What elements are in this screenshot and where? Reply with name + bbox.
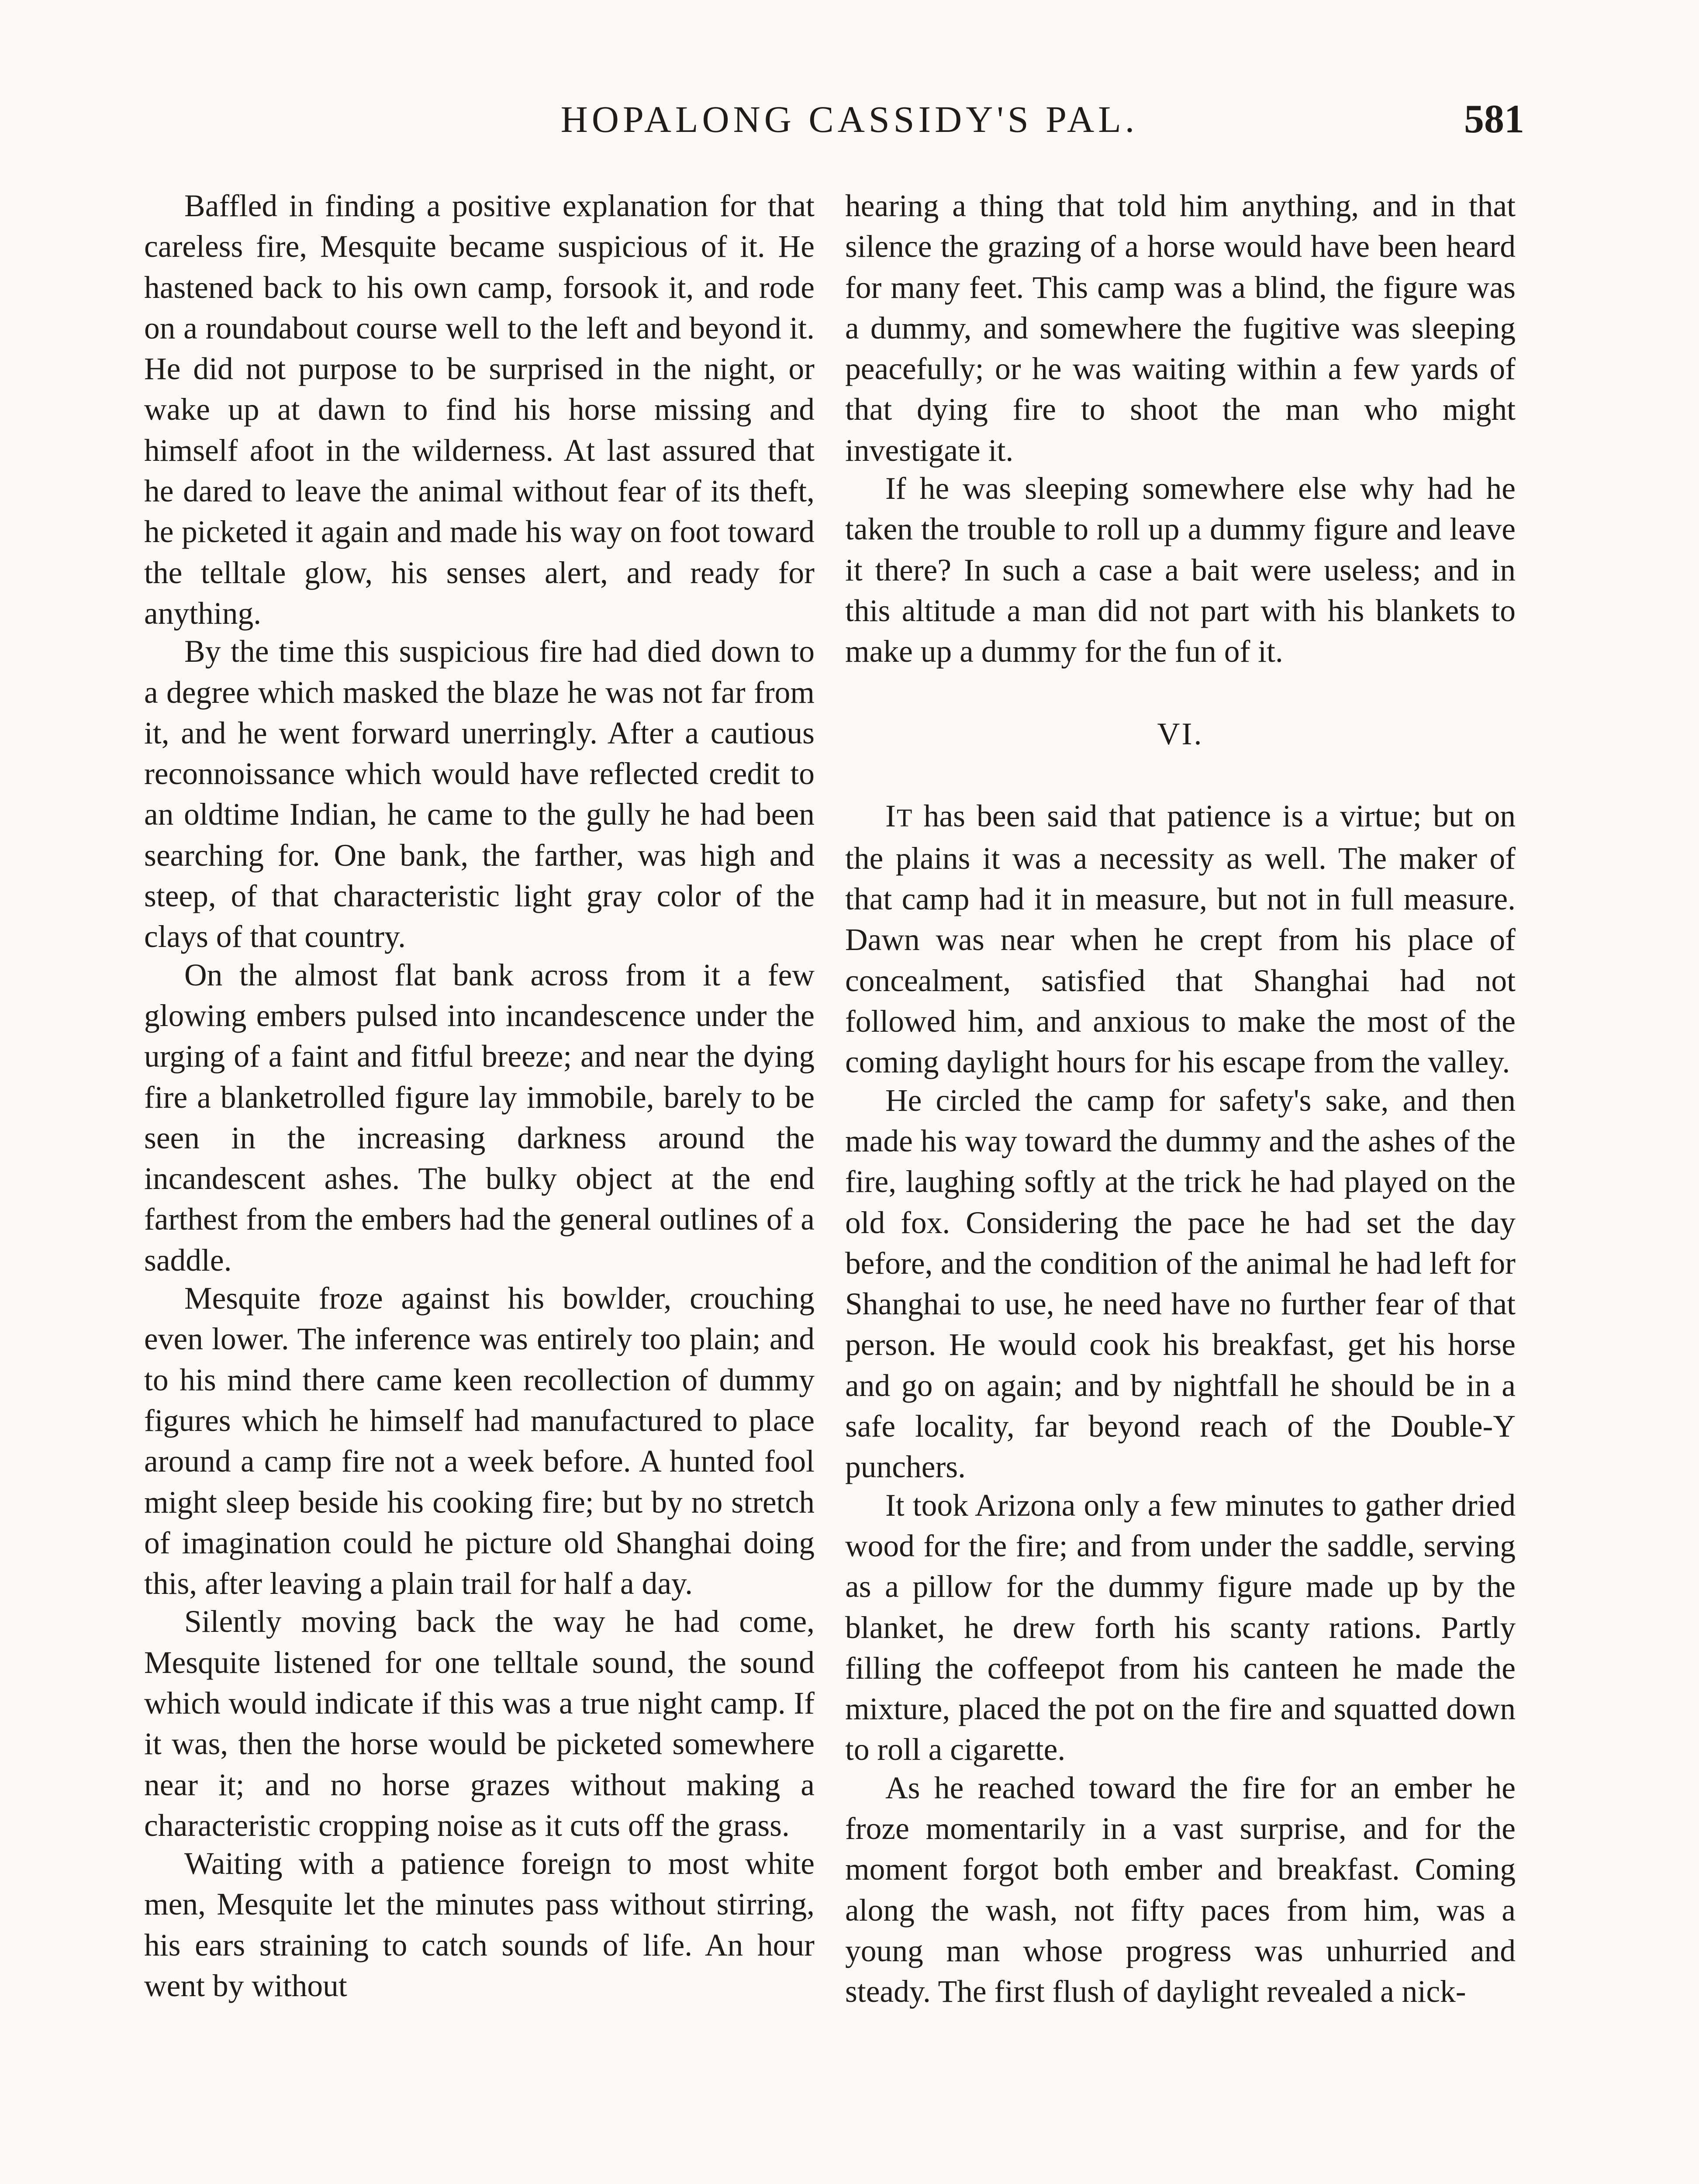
paragraph: If he was sleeping somewhere else why had he taken the trouble to roll up a dummy figure and leave it there? In such a case a bait were useless; and in this altitude a man did not part with his blankets to make up a dummy for the fun of it. bbox=[845, 471, 1516, 669]
running-title: HOPALONG CASSIDY'S PAL. bbox=[560, 98, 1139, 140]
left-column bbox=[144, 186, 815, 2006]
page-number: 581 bbox=[1464, 97, 1524, 141]
paragraph: He circled the camp for safety's sake, and then made his way toward the dummy and the ashes of the fire, laughing softly at the trick he had played on the old fox. Considering the pace he had set the day before, and the condition of the animal he had left for Shanghai to use, he need have no further fear of that person. He would cook his breakfast, get his horse and go on again; and by nightfall he should be in a safe locality, far beyond reach of the Double-Y punchers. bbox=[845, 1083, 1516, 1485]
drop-letter: I bbox=[885, 798, 897, 833]
paragraph: On the almost flat bank across from it a few glowing embers pulsed into incandescence under the urging of a faint and fitful breeze; and near the dying fire a blanketrolled figure lay immobile, barely to be seen in the increasing darkness around the incandescent ashes. The bulky object at the end farthest from the embers had the general outlines of a saddle. bbox=[144, 957, 815, 1278]
paragraph: Waiting with a patience foreign to most white men, Mesquite let the minutes pass without stirring, his ears straining to catch sounds of life. An hour went by without bbox=[144, 1846, 815, 2004]
right-column bbox=[845, 186, 1516, 2012]
paragraph: It took Arizona only a few minutes to gather dried wood for the fire; and from under the saddle, serving as a pillow for the dummy figure made up by the blanket, he drew forth his scanty rations. Partly filling the coffeepot from his canteen he made the mixture, placed the pot on the fire and squatted down to roll a cigarette. bbox=[845, 1488, 1516, 1767]
paragraph: Silently moving back the way he had come, Mesquite listened for one telltale sound, the sound which would indicate if this was a true night camp. If it was, then the horse would be picketed somewhere near it; and no horse grazes without making a characteristic cropping noise as it cuts off the grass. bbox=[144, 1604, 815, 1843]
continued-paragraph: hearing a thing that told him anything, and in that silence the grazing of a horse would have been heard for many feet. This camp was a blind, the figure was a dummy, and somewhere the fugitive was sleeping peacefully; or he was waiting within a few yards of that dying fire to shoot the man who might investigate it. bbox=[845, 189, 1516, 468]
paragraph: Mesquite froze against his bowlder, crouching even lower. The inference was entirely too plain; and to his mind there came keen recollection of dummy figures which he himself had manufactured to place around a camp fire not a week before. A hunted fool might sleep beside his cooking fire; but by no stretch of imagination could he picture old Shanghai doing this, after leaving a plain trail for half a day. bbox=[144, 1281, 815, 1601]
small-cap-letter: T bbox=[896, 803, 912, 832]
paragraph: By the time this suspicious fire had died down to a degree which masked the blaze he was not far from it, and he went forward unerringly. After a cautious reconnoissance which would have reflected credit to an oldtime Indian, he came to the gully he had been searching for. One bank, the farther, was high and steep, of that characteristic light gray color of the clays of that country. bbox=[144, 634, 815, 954]
paragraph: As he reached toward the fire for an ember he froze momentarily in a vast surprise, and for the moment forgot both ember and breakfast. Coming along the wash, not fifty paces from him, was a young man whose progress was unhurried and steady. The first flush of daylight revealed a nick- bbox=[845, 1770, 1516, 2009]
paragraph-text: has been said that patience is a virtue; but on the plains it was a necessity as well. The maker of that camp had it in measure, but not in full measure. Dawn was near when he crept from his place of concealment, satisfied that Shanghai had not followed him, and anxious to make the most of the coming daylight hours for his escape from the valley. bbox=[845, 798, 1516, 1080]
section-opening-paragraph bbox=[845, 796, 1516, 1083]
section-heading: VI. bbox=[1157, 716, 1204, 751]
paragraph: Baffled in finding a positive explanation for that careless fire, Mesquite became suspicious of it. He hastened back to his own camp, forsook it, and rode on a roundabout course well to the left and beyond it. He did not purpose to be surprised in the night, or wake up at dawn to find his horse missing and himself afoot in the wilderness. At last assured that he dared to leave the animal without fear of its theft, he picketed it again and made his way on foot toward the telltale glow, his senses alert, and ready for anything. bbox=[144, 189, 815, 631]
